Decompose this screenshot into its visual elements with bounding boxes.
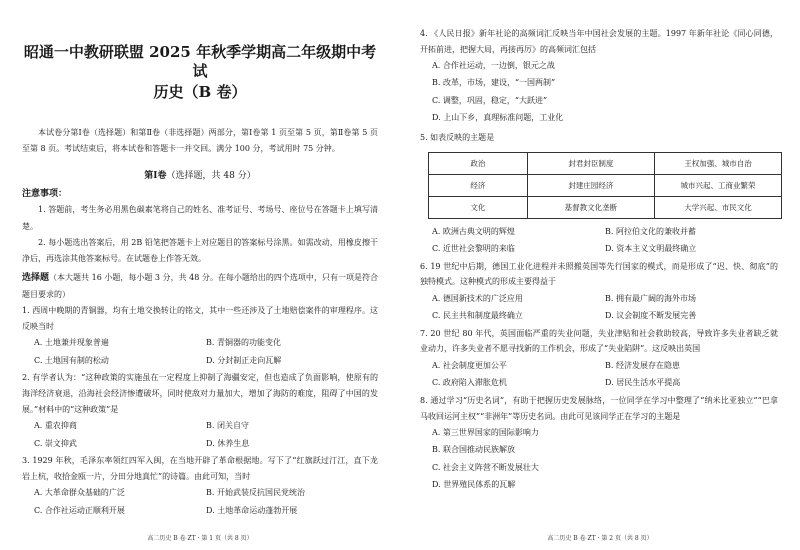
- section-title: 第Ⅰ卷: [144, 171, 167, 182]
- option-item: B. 经济发展存在隐患: [605, 360, 680, 370]
- option-item: A. 大革命群众基础的广泛: [34, 488, 125, 498]
- q8-options: [420, 424, 778, 493]
- question-options: [420, 57, 778, 126]
- option-item: B. 拥有最广阔的海外市场: [605, 293, 696, 303]
- option-item: D. 议会制度不断发展完善: [605, 311, 697, 321]
- option-item: A. 重农抑商: [34, 421, 77, 431]
- question-options: [22, 417, 378, 452]
- option-item: A. 欧洲古典文明的辉煌: [432, 226, 515, 236]
- page1-question-list: [22, 303, 378, 519]
- page-footer: 高二历史 B 卷 ZT · 第 2 页（共 8 页）: [547, 535, 653, 542]
- question-stem: 2. 有学者认为：“这种政策的实施虽在一定程度上抑制了海疆安定，但也造成了负面影响，使原有的海洋经济衰退，沿海社会经济惨遭破坏，同时使敌对力量加大，增加了海防的难度，阻碍了中国的发展。”材料中的“这种政策”是: [22, 373, 378, 414]
- option-item: D. 居民生活水平提高: [605, 378, 681, 388]
- option-item: B. 青铜器的功能变化: [206, 338, 281, 348]
- option-item: A. 土地兼并现象普遍: [34, 338, 109, 348]
- intro-paragraph: 本试卷分第Ⅰ卷（选择题）和第Ⅱ卷（非选择题）两部分，第Ⅰ卷第 1 页至第 5 页，第Ⅱ卷第 5 页至第 8 页。考试结束后，将本试卷和答题卡一并交回。满分 100 分，考试用时 75 分钟。: [22, 128, 378, 154]
- table-cell: 封建庄园经济: [527, 174, 654, 196]
- page2-question-list-b: [420, 259, 778, 392]
- option-item: C. 调整，巩固，稳定，“大跃进”: [432, 95, 548, 105]
- question-options: [22, 484, 378, 519]
- option-item: A. 社会制度更加公平: [432, 360, 507, 370]
- table-cell: 文化: [429, 196, 528, 218]
- mc-heading: 选择题: [22, 273, 50, 284]
- table-row: [429, 174, 782, 196]
- table-cell: 王权加强、城市自治: [654, 152, 781, 174]
- mc-instructions-text: （本大题共 16 小题，每小题 3 分，共 48 分。在每小题给出的四个选项中，只有一项是符合题目要求的）: [22, 273, 378, 299]
- table-cell: 经济: [429, 174, 528, 196]
- question-stem: 6. 19 世纪中后期，德国工业化进程并未照搬英国等先行国家的模式，而是形成了“迟、快、彻底”的独特模式。这种模式的形成主要得益于: [420, 261, 778, 287]
- question-stem: 4. 《人民日报》新年社论的高频词汇反映当年中国社会发展的主题。1997 年新年社论《同心同德，开拓前进，把握大局，再接再厉》的高频词汇包括: [420, 29, 778, 54]
- exam-subtitle: 历史（B 卷）: [153, 83, 247, 101]
- option-item: D. 资本主义文明最终确立: [605, 244, 697, 254]
- question-stem: 7. 20 世纪 80 年代，英国面临严重的失业问题，失业津贴和社会救助较高，导致许多失业者缺乏就业动力，许多失业者不愿寻找新的工作机会，形成了“失业陷阱”。这反映出英国: [420, 328, 778, 354]
- question-stem: 3. 1929 年秋，毛泽东率领红四军入闽，在当地开辟了革命根据地。写下了“红旗跃过汀江，直下龙岩上杭，收拾金瓯一片，分田分地真忙”的诗篇。由此可知，当时: [22, 456, 378, 481]
- question-options: [22, 334, 378, 369]
- option-item: A. 第三世界国家的国际影响力: [432, 428, 539, 438]
- page-footer: 高二历史 B 卷 ZT · 第 1 页（共 8 页）: [147, 535, 253, 542]
- option-item: C. 土地国有制的松动: [34, 355, 109, 365]
- option-item: C. 合作社运动正顺利开展: [34, 505, 125, 515]
- question-stem: 1. 西周中晚期的青铜器，均有土地交换转让的铭文，其中一些还涉及了土地赔偿案件的审理程序。这反映当时: [22, 306, 378, 331]
- table-cell: 城市兴起、工商业繁荣: [654, 174, 781, 196]
- option-item: B. 改革，市场，建设，“一国两制”: [432, 78, 556, 88]
- option-item: C. 崇文抑武: [34, 438, 77, 448]
- option-item: B. 闭关自守: [206, 421, 249, 431]
- note-1: 1. 答题前，考生务必用黑色碳素笔将自己的姓名、准考证号、考场号、座位号在答题卡上填写清楚。: [22, 205, 378, 231]
- table-cell: 基督教文化垄断: [527, 196, 654, 218]
- option-item: C. 社会主义阵营不断发展壮大: [432, 462, 539, 472]
- table-row: [429, 196, 782, 218]
- exam-page-2: [400, 0, 800, 550]
- page2-question-list-a: [420, 26, 778, 126]
- note-2: 2. 每小题选出答案后，用 2B 铅笔把答题卡上对应题目的答案标号涂黑。如需改动，用橡皮擦干净后，再选涂其他答案标号。在试题卷上作答无效。: [22, 237, 378, 264]
- option-item: B. 阿拉伯文化的兼收并蓄: [605, 226, 696, 236]
- option-item: C. 近世社会黎明的来临: [432, 244, 515, 254]
- option-item: C. 民主共和制度最终确立: [432, 311, 523, 321]
- option-item: D. 上山下乡，真理标准问题，工业化: [432, 112, 564, 122]
- question-stem: 5. 如表反映的主题是: [420, 133, 495, 142]
- mc-instructions: [22, 270, 378, 302]
- question-options: [420, 357, 778, 392]
- option-item: B. 开始武装反抗国民党统治: [206, 488, 305, 498]
- option-item: D. 休养生息: [206, 438, 250, 448]
- q5-options: [420, 223, 778, 258]
- notes-heading: 注意事项：: [22, 189, 68, 200]
- option-item: D. 分封制正走向瓦解: [206, 355, 282, 365]
- option-item: D. 土地革命运动蓬勃开展: [206, 505, 298, 515]
- option-item: A. 合作社运动，一边倒，银元之战: [432, 61, 555, 71]
- exam-title: 昭通一中教研联盟 2025 年秋季学期高二年级期中考试: [23, 43, 377, 80]
- table-row: [429, 152, 782, 174]
- table-cell: 大学兴起、市民文化: [654, 196, 781, 218]
- table-cell: 封君封臣制度: [527, 152, 654, 174]
- theme-table: [428, 152, 782, 219]
- option-item: A. 德国新技术的广泛应用: [432, 293, 523, 303]
- section-subtitle: （选择题，共 48 分）: [166, 171, 256, 182]
- table-cell: 政治: [429, 152, 528, 174]
- question-options: [420, 290, 778, 325]
- option-item: D. 世界殖民体系的瓦解: [432, 479, 516, 489]
- section-heading: [22, 168, 378, 181]
- option-item: B. 联合国推动民族解放: [432, 445, 515, 455]
- option-item: C. 政府陷入滞胀危机: [432, 378, 507, 388]
- question-stem: 8. 通过学习“历史名词”，有助于把握历史发展脉络，一位同学在学习中整理了“纳米比亚独立”“巴拿马收回运河主权”“非洲年”等历史名词。由此可见该同学正在学习的主题是: [420, 395, 778, 421]
